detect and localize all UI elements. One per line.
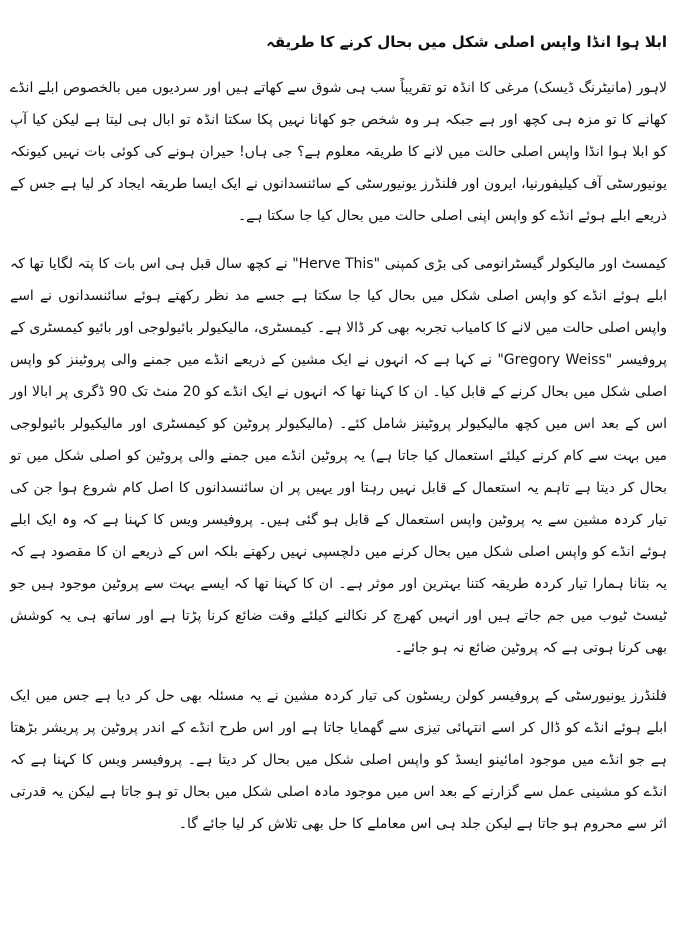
article-paragraph-2: کیمسٹ اور مالیکولر گیسٹرانومی کی بڑی کمپنی "Herve This" نے کچھ سال قبل ہی اس بات کا پتہ لگایا تھا کہ ابلے ہوئے انڈے کو واپس اصلی شکل میں بحال کیا جا سکتا ہے جسے مد نظر رکھتے ہوئے سائنسدانوں نے اسے واپس اصلی حالت میں لانے کا کامیاب تجربہ بھی کر ڈالا ہے۔ کیمسٹری، مالیکیولر بائیولوجی اور بائیو کیمسٹری کے پروفیسر "Gregory Weiss" نے کہا ہے کہ انہوں نے ایک مشین کے ذریعے انڈے میں جمنے والی پروٹینز کو واپس اصلی شکل میں بحال کرنے کے قابل کیا۔ ان کا کہنا تھا کہ انہوں نے ایک انڈے کو 20 منٹ تک 90 ڈگری پر ابالا اور اس کے بعد اس میں کچھ مالیکیولر پروٹینز شامل کئے۔ (مالیکیولر پروٹین کو کیمسٹری اور مالیکیولر بائیولوجی میں بہت سے کام کرنے کیلئے استعمال کیا جاتا ہے) یہ پروٹین انڈے میں جمنے والی پروٹین کو اصلی شکل میں تو بحال کر دیتا ہے تاہم یہ استعمال کے قابل نہیں رہتا اور یہیں پر ان سائنسدانوں کا اصل کام شروع ہوا جن کی تیار کردہ مشین سے یہ پروٹین واپس استعمال کے قابل ہو گئی ہیں۔ پروفیسر ویس کا کہنا ہے کہ وہ ایک ابلے ہوئے انڈے کو واپس اصلی شکل میں بحال کرنے میں دلچسپی نہیں رکھتے بلکہ اس کے ذریعے ان کا مقصود ہے کہ یہ بتانا ہمارا تیار کردہ طریقہ کتنا بہترین اور موثر ہے۔ ان کا کہنا تھا کہ ایسے بہت سے پروٹین موجود ہیں جو ٹیسٹ ٹیوب میں جم جاتے ہیں اور انہیں کھرچ کر نکالنے کیلئے وقت ضائع کرنا پڑتا ہے اور ساتھ ہی یہ کوشش بھی کرنا ہوتی ہے کہ پروٹین ضائع نہ ہو جائے۔ xyxy=(10,256,668,656)
article-paragraph-3: فلنڈرز یونیورسٹی کے پروفیسر کولن ریسٹون کی تیار کردہ مشین نے یہ مسئلہ بھی حل کر دیا ہے جس میں ایک ابلے ہوئے انڈے کو ڈال کر اسے انتہائی تیزی سے گھمایا جاتا ہے اور اس طرح انڈے کے اندر پروٹین پر پریشر بڑھتا ہے جو انڈے میں موجود امائینو ایسڈ کو واپس اصلی شکل میں بحال کر دیتا ہے۔ پروفیسر ویس کا کہنا ہے کہ انڈے کو مشینی عمل سے گزارنے کے بعد اس میں موجود مادہ اصلی شکل میں بحال تو ہو جاتا ہے لیکن یہ قدرتی اثر سے محروم ہو جاتا ہے لیکن جلد ہی اس معاملے کا حل بھی تلاش کر لیا جائے گا۔ xyxy=(10,688,667,832)
article-paragraph-1: لاہور (مانیٹرنگ ڈیسک) مرغی کا انڈہ تو تقریباً سب ہی شوق سے کھاتے ہیں اور سردیوں میں بالخصوص ابلے انڈے کھانے کا تو مزہ ہی کچھ اور ہے جبکہ ہر وہ شخص جو کھانا نہیں پکا سکتا انڈہ تو ابال ہی لیتا ہے لیکن کیا آپ کو ابلا ہوا انڈا واپس اصلی حالت میں لانے کا طریقہ معلوم ہے؟ جی ہاں! حیران ہونے کی کوئی بات نہیں کیونکہ یونیورسٹی آف کیلیفورنیا، ایرون اور فلنڈرز یونیورسٹی کے سائنسدانوں نے ایک ایسا طریقہ ایجاد کر لیا ہے جس کے ذریعے ابلے ہوئے انڈے کو واپس اپنی اصلی حالت میں بحال کیا جا سکتا ہے۔ xyxy=(10,80,667,224)
article-title: ابلا ہوا انڈا واپس اصلی شکل میں بحال کرنے کا طریقہ xyxy=(266,33,667,51)
